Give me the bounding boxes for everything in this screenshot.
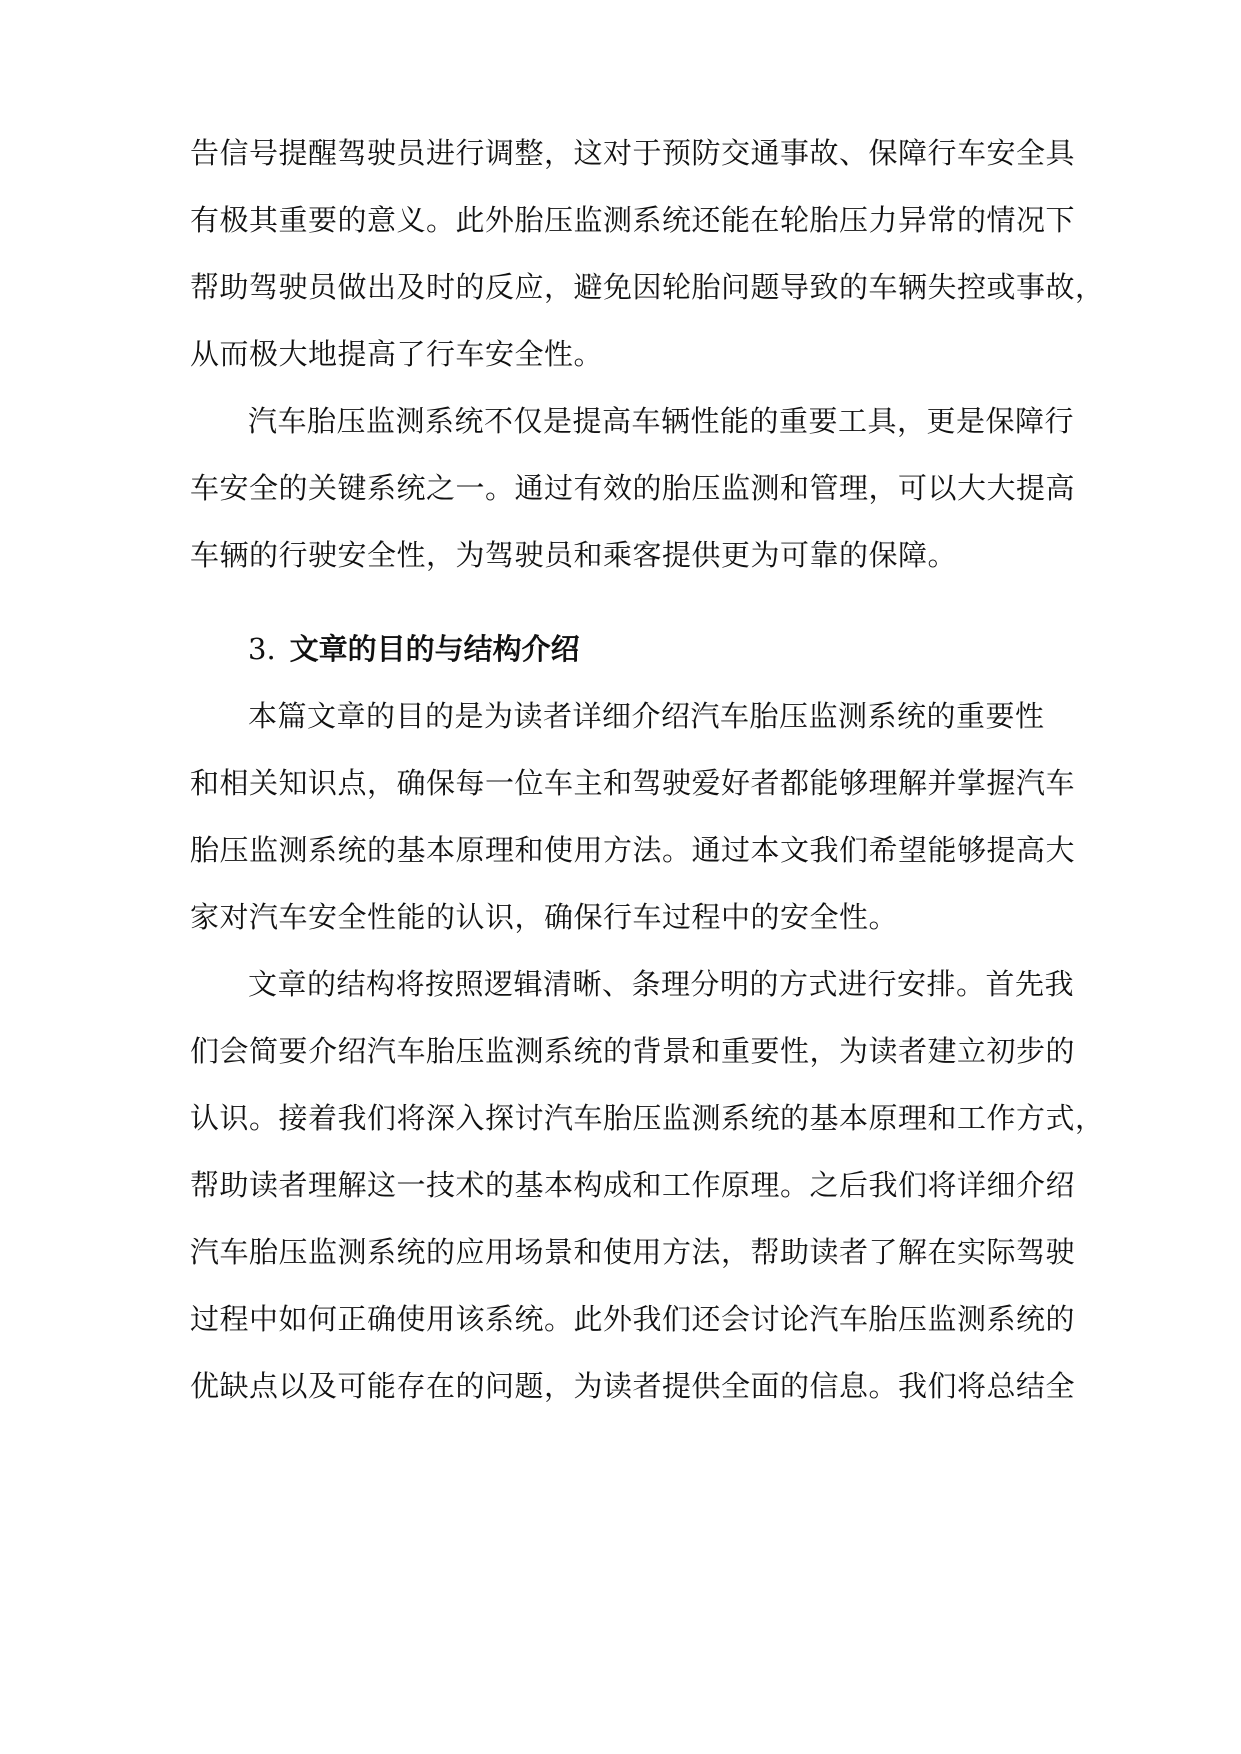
paragraph-3-line-2: 和相关知识点，确保每一位车主和驾驶爱好者都能够理解并掌握汽车 (190, 766, 1076, 800)
paragraph-2-line-3: 车辆的行驶安全性，为驾驶员和乘客提供更为可靠的保障。 (190, 538, 958, 572)
paragraph-1-line-4: 从而极大地提高了行车安全性。 (190, 337, 604, 371)
paragraph-4-line-7: 优缺点以及可能存在的问题，为读者提供全面的信息。我们将总结全 (190, 1369, 1076, 1403)
paragraph-1-line-1: 告信号提醒驾驶员进行调整，这对于预防交通事故、保障行车安全具 (190, 136, 1076, 170)
paragraph-3-line-1: 本篇文章的目的是为读者详细介绍汽车胎压监测系统的重要性 (248, 699, 1045, 733)
section-title: 文章的目的与结构介绍 (289, 632, 580, 666)
paragraph-1-line-2: 有极其重要的意义。此外胎压监测系统还能在轮胎压力异常的情况下 (190, 203, 1076, 237)
paragraph-4-line-1: 文章的结构将按照逻辑清晰、条理分明的方式进行安排。首先我 (248, 967, 1075, 1001)
paragraph-3-line-3: 胎压监测系统的基本原理和使用方法。通过本文我们希望能够提高大 (190, 833, 1076, 867)
paragraph-4-line-2: 们会简要介绍汽车胎压监测系统的背景和重要性，为读者建立初步的 (190, 1034, 1076, 1068)
paragraph-4-line-3: 认识。接着我们将深入探讨汽车胎压监测系统的基本原理和工作方式， (190, 1101, 1105, 1135)
paragraph-4-line-5: 汽车胎压监测系统的应用场景和使用方法，帮助读者了解在实际驾驶 (190, 1235, 1076, 1269)
section-heading (248, 629, 580, 669)
paragraph-4-line-6: 过程中如何正确使用该系统。此外我们还会讨论汽车胎压监测系统的 (190, 1302, 1076, 1336)
paragraph-4-line-4: 帮助读者理解这一技术的基本构成和工作原理。之后我们将详细介绍 (190, 1168, 1076, 1202)
paragraph-1-line-3: 帮助驾驶员做出及时的反应，避免因轮胎问题导致的车辆失控或事故， (190, 270, 1105, 304)
paragraph-3-line-4: 家对汽车安全性能的认识，确保行车过程中的安全性。 (190, 900, 899, 934)
section-number: 3. (248, 632, 276, 666)
paragraph-2-line-1: 汽车胎压监测系统不仅是提高车辆性能的重要工具，更是保障行 (248, 404, 1075, 438)
paragraph-2-line-2: 车安全的关键系统之一。通过有效的胎压监测和管理，可以大大提高 (190, 471, 1076, 505)
